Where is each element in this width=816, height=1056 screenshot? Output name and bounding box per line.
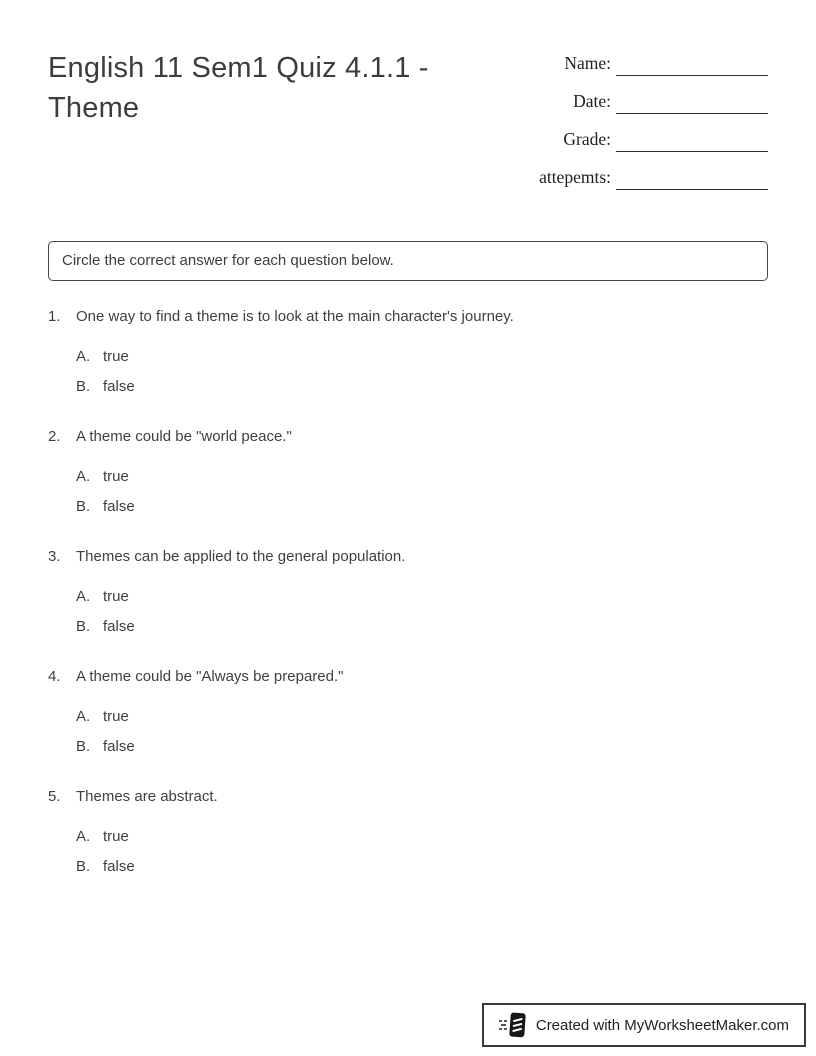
attempts-blank-line[interactable]	[616, 164, 768, 190]
field-row-name	[539, 50, 768, 76]
question-4	[48, 667, 768, 757]
question-3-option-b[interactable]	[76, 617, 768, 637]
option-text: true	[103, 828, 129, 845]
option-text: true	[103, 588, 129, 605]
question-5-option-b[interactable]	[76, 857, 768, 877]
name-blank-line[interactable]	[616, 50, 768, 76]
option-text: false	[103, 498, 135, 515]
question-3	[48, 547, 768, 637]
option-letter: A.	[76, 468, 91, 485]
instructions-box	[48, 241, 768, 281]
question-text: One way to find a theme is to look at the main character's journey.	[76, 308, 514, 325]
grade-blank-line[interactable]	[616, 126, 768, 152]
instructions-text: Circle the correct answer for each question below.	[62, 252, 394, 269]
worksheet-maker-logo-icon	[499, 1011, 527, 1039]
option-text: true	[103, 468, 129, 485]
question-5	[48, 787, 768, 877]
footer-credit	[482, 1003, 806, 1047]
question-1	[48, 307, 768, 397]
name-label: Name:	[564, 53, 611, 73]
option-letter: A.	[76, 708, 91, 725]
question-number: 1.	[48, 308, 61, 325]
field-row-attempts	[539, 164, 768, 190]
question-number: 3.	[48, 548, 61, 565]
question-text: A theme could be "world peace."	[76, 428, 292, 445]
grade-label: Grade:	[563, 129, 611, 149]
question-text: Themes can be applied to the general population.	[76, 548, 406, 565]
question-number: 5.	[48, 788, 61, 805]
question-2-option-b[interactable]	[76, 497, 768, 517]
attempts-label: attepemts:	[539, 167, 611, 187]
question-1-option-b[interactable]	[76, 377, 768, 397]
question-text: A theme could be "Always be prepared."	[76, 668, 344, 685]
option-text: false	[103, 738, 135, 755]
question-2-option-a[interactable]	[76, 467, 768, 487]
field-row-date	[539, 88, 768, 114]
option-letter: A.	[76, 588, 91, 605]
option-letter: A.	[76, 828, 91, 845]
page-title: English 11 Sem1 Quiz 4.1.1 - Theme	[48, 52, 429, 124]
question-5-option-a[interactable]	[76, 827, 768, 847]
question-text: Themes are abstract.	[76, 788, 218, 805]
date-blank-line[interactable]	[616, 88, 768, 114]
option-text: false	[103, 378, 135, 395]
question-text-row	[48, 427, 768, 447]
option-letter: B.	[76, 618, 91, 635]
option-letter: B.	[76, 498, 91, 515]
question-text-row	[48, 667, 768, 687]
option-letter: B.	[76, 738, 91, 755]
question-text-row	[48, 307, 768, 327]
question-text-row	[48, 547, 768, 567]
question-4-option-a[interactable]	[76, 707, 768, 727]
question-2	[48, 427, 768, 517]
credit-text: Created with MyWorksheetMaker.com	[535, 1016, 789, 1034]
question-4-option-b[interactable]	[76, 737, 768, 757]
question-3-option-a[interactable]	[76, 587, 768, 607]
date-label: Date:	[573, 91, 611, 111]
question-text-row	[48, 787, 768, 807]
option-text: false	[103, 858, 135, 875]
question-1-option-a[interactable]	[76, 347, 768, 367]
option-text: true	[103, 708, 129, 725]
option-letter: A.	[76, 348, 91, 365]
question-number: 2.	[48, 428, 61, 445]
question-number: 4.	[48, 668, 61, 685]
option-letter: B.	[76, 858, 91, 875]
option-text: true	[103, 348, 129, 365]
option-text: false	[103, 618, 135, 635]
field-row-grade	[539, 126, 768, 152]
option-letter: B.	[76, 378, 91, 395]
header-fields	[539, 50, 768, 202]
question-list	[48, 307, 768, 877]
header	[48, 48, 768, 202]
